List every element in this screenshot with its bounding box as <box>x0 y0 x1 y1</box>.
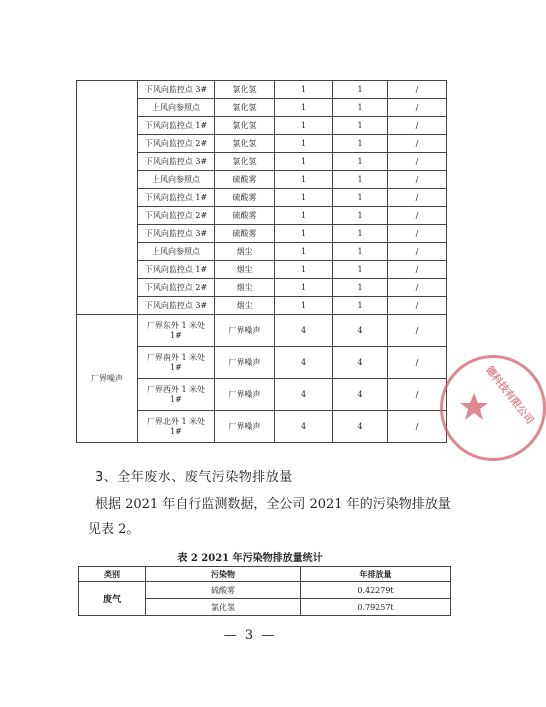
section-heading: 3、全年废水、废气污染物排放量 <box>95 470 293 485</box>
pollutant-cell: 氯化氢 <box>215 99 275 117</box>
monitoring-point-cell: 下风向监控点 3# <box>138 81 215 99</box>
value-cell: 1 <box>275 99 333 117</box>
value-cell: / <box>388 379 447 411</box>
monitoring-point-cell: 下风向监控点 2# <box>138 279 215 297</box>
value-cell: 4 <box>333 379 388 411</box>
value-cell: 1 <box>333 279 388 297</box>
category-cell: 废气 <box>79 582 146 616</box>
pollutant-cell: 硫酸雾 <box>146 582 301 599</box>
value-cell: 4 <box>275 411 333 443</box>
monitoring-point-cell: 下风向监控点 3# <box>138 225 215 243</box>
value-cell: / <box>388 153 447 171</box>
value-cell: 4 <box>333 347 388 379</box>
amount-cell: 0.42279t <box>301 582 451 599</box>
value-cell: / <box>388 347 447 379</box>
table-row <box>79 582 451 599</box>
table-row <box>77 81 447 99</box>
table-row <box>77 315 447 347</box>
monitoring-point-cell: 下风向监控点 1# <box>138 189 215 207</box>
point-line-1: 厂界西外 1 米处 <box>146 384 206 394</box>
value-cell: 4 <box>333 315 388 347</box>
value-cell: 1 <box>275 243 333 261</box>
monitoring-point-cell: 下风向监控点 2# <box>138 207 215 225</box>
value-cell: 1 <box>333 225 388 243</box>
value-cell: 1 <box>333 81 388 99</box>
pollutant-cell: 厂界噪声 <box>215 315 275 347</box>
value-cell: 1 <box>333 189 388 207</box>
value-cell: 1 <box>275 189 333 207</box>
pollutant-cell: 烟尘 <box>215 297 275 315</box>
point-line-1: 厂界东外 1 米处 <box>146 320 206 330</box>
pollutant-cell: 硫酸雾 <box>215 207 275 225</box>
monitoring-table <box>76 80 447 443</box>
value-cell: 1 <box>275 135 333 153</box>
monitoring-point-cell <box>138 411 215 443</box>
monitoring-point-cell: 上风向参照点 <box>138 99 215 117</box>
value-cell: 1 <box>333 261 388 279</box>
point-line-2: 1# <box>170 426 182 436</box>
value-cell: / <box>388 81 447 99</box>
pollutant-cell: 厂界噪声 <box>215 411 275 443</box>
value-cell: 4 <box>275 347 333 379</box>
paragraph-line-1: 根据 2021 年自行监测数据，全公司 2021 年的污染物排放量 <box>95 497 451 512</box>
point-line-1: 厂界南外 1 米处 <box>146 352 206 362</box>
pollutant-cell: 烟尘 <box>215 243 275 261</box>
star-icon <box>459 392 489 422</box>
pollutant-cell: 氯化氢 <box>215 153 275 171</box>
value-cell: 1 <box>275 81 333 99</box>
pollutant-cell: 氯化氢 <box>146 599 301 616</box>
value-cell: 1 <box>275 117 333 135</box>
pollutant-cell: 硫酸雾 <box>215 171 275 189</box>
point-line-2: 1# <box>170 330 182 340</box>
header-pollutant: 污染物 <box>146 567 301 582</box>
point-line-2: 1# <box>170 394 182 404</box>
value-cell: 1 <box>275 207 333 225</box>
value-cell: / <box>388 297 447 315</box>
pollutant-cell: 氯化氢 <box>215 81 275 99</box>
value-cell: / <box>388 315 447 347</box>
value-cell: / <box>388 117 447 135</box>
table-header-row <box>79 567 451 582</box>
value-cell: / <box>388 261 447 279</box>
value-cell: / <box>388 207 447 225</box>
monitoring-point-cell: 下风向监控点 3# <box>138 153 215 171</box>
value-cell: 1 <box>275 261 333 279</box>
monitoring-point-cell: 下风向监控点 2# <box>138 135 215 153</box>
pollutant-cell: 烟尘 <box>215 261 275 279</box>
category-cell <box>77 81 138 315</box>
monitoring-point-cell: 下风向监控点 1# <box>138 261 215 279</box>
value-cell: 1 <box>333 117 388 135</box>
value-cell: 1 <box>333 297 388 315</box>
value-cell: / <box>388 225 447 243</box>
value-cell: 1 <box>275 225 333 243</box>
monitoring-point-cell <box>138 315 215 347</box>
value-cell: 1 <box>333 135 388 153</box>
emissions-table <box>78 566 451 616</box>
pollutant-cell: 厂界噪声 <box>215 347 275 379</box>
pollutant-cell: 氯化氢 <box>215 117 275 135</box>
pollutant-cell: 硫酸雾 <box>215 189 275 207</box>
company-seal <box>440 355 546 461</box>
value-cell: 1 <box>333 171 388 189</box>
value-cell: / <box>388 99 447 117</box>
value-cell: / <box>388 243 447 261</box>
value-cell: 4 <box>333 411 388 443</box>
monitoring-point-cell: 下风向监控点 3# <box>138 297 215 315</box>
value-cell: 1 <box>275 279 333 297</box>
value-cell: / <box>388 279 447 297</box>
paragraph-line-2: 见表 2。 <box>88 522 140 537</box>
monitoring-point-cell: 下风向监控点 1# <box>138 117 215 135</box>
seal-text: 德科技有限公司 <box>483 364 536 427</box>
value-cell: / <box>388 189 447 207</box>
monitoring-point-cell: 上风向参照点 <box>138 171 215 189</box>
monitoring-point-cell <box>138 347 215 379</box>
category-cell: 厂界噪声 <box>77 315 138 443</box>
header-amount: 年排放量 <box>301 567 451 582</box>
point-line-2: 1# <box>170 362 182 372</box>
value-cell: / <box>388 171 447 189</box>
page-number: — 3 — <box>223 628 277 643</box>
pollutant-cell: 烟尘 <box>215 279 275 297</box>
header-category: 类别 <box>79 567 146 582</box>
table2-caption: 表 2 2021 年污染物排放量统计 <box>177 553 323 564</box>
body-paragraph <box>88 492 468 542</box>
value-cell: / <box>388 411 447 443</box>
value-cell: 1 <box>333 99 388 117</box>
value-cell: 1 <box>333 243 388 261</box>
monitoring-point-cell <box>138 379 215 411</box>
value-cell: 1 <box>275 171 333 189</box>
value-cell: 1 <box>275 297 333 315</box>
value-cell: / <box>388 135 447 153</box>
point-line-1: 厂界北外 1 米处 <box>146 416 206 426</box>
monitoring-point-cell: 上风向参照点 <box>138 243 215 261</box>
value-cell: 1 <box>275 153 333 171</box>
value-cell: 4 <box>275 379 333 411</box>
value-cell: 4 <box>275 315 333 347</box>
pollutant-cell: 氯化氢 <box>215 135 275 153</box>
pollutant-cell: 厂界噪声 <box>215 379 275 411</box>
value-cell: 1 <box>333 153 388 171</box>
value-cell: 1 <box>333 207 388 225</box>
amount-cell: 0.79257t <box>301 599 451 616</box>
pollutant-cell: 硫酸雾 <box>215 225 275 243</box>
